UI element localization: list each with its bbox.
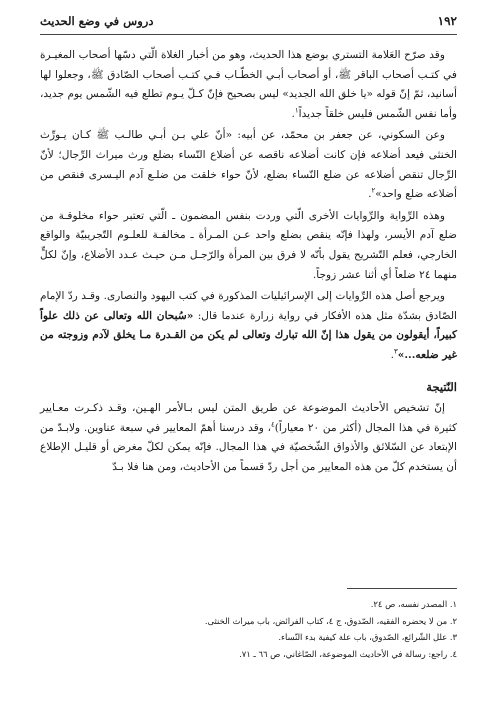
footnote-ref-1[interactable]: ١	[294, 106, 299, 115]
footnote-ref-2[interactable]: ٢	[371, 186, 376, 195]
footnote-ref-3[interactable]: ٣	[393, 347, 398, 356]
page-header	[40, 14, 457, 35]
section-heading: النّتيجة	[426, 379, 457, 394]
paragraph-1-text: وقد صرّح العَلامة التستري بوضع هذا الحديث، وهو من أخبار الغلاة الّتي دسّها أصحاب المغيـرة في كتـب أصحاب الباقر ﷺ، أو أصحاب أبـي الخطّـاب فـي كتـب أصحاب الصّادق ﷺ، وجعلوا لها أسانيد، ثمّ إنّ قوله «يا خلق الله الجديد» ليس بصحيح فإنّ كـلّ يـوم تطلع فيه الشّمس يوم جديد، وأما نفس الشّمس فليس خلقاً جديداً	[40, 49, 457, 120]
page-number: ١٩٢	[437, 14, 457, 28]
paragraph-5	[40, 399, 457, 477]
paragraph-4-intro: ويرجع أصل هذه الرِّوايات إلى الإسرائيليات المذكورة في كتب اليهود والنصارى. وقـد ردّ الإمام الصّادق بشدّة مثل هذه الأفكار في رواية زرارة عندما قال:	[40, 290, 457, 322]
running-title: دروس في وضع الحديث	[40, 14, 154, 28]
footnote-ref-4[interactable]: ٤	[271, 420, 275, 429]
footnote-2: ٢. من لا يحضره الفقيه، الصّدوق، ج ٤، كتاب الفرائض، باب ميراث الخنثى.	[204, 615, 457, 626]
footnote-4: ٤. راجع: رسالة في الأحاديث الموضوعة، الصّاغاني، ص ٦٦ ـ ٧١.	[239, 648, 457, 659]
footnote-1: ١. المصدر نفسه، ص ٢٤.	[370, 599, 457, 609]
paragraph-3: وهذه الرِّواية والرِّوايات الأخرى الّتي وردت بنفس المضمون ـ الّتي تعتبر حواء مخلوقـة من ضلع آدم الأيسر، ولهذا فإنّه ينقص بضلع واحد عـن المـرأة ـ مخالفـة للعلـوم التّجريبيّة والواقع الخارجي، فعلم التّشريح يقول بأنّه لا فرق بين المرأة والرّجـل مـن حيـث عـدد الأضلاع، وإنّ لكلٍّ منهما ٢٤ ضلعاً أي أثنا عشر زوجاً.	[40, 209, 457, 281]
paragraph-4: ويرجع أصل هذه الرِّوايات إلى الإسرائيليات المذكورة في كتب اليهود والنصارى. وقـد ردّ الإمام الصّادق بشدّة مثل هذه الأفكار في رواية زرارة عندما قال: «سُبحان الله وتعالى عن ذلك علواً كبيراً، أيقولون من يقول هذا إنّ الله تبارك وتعالى لم يكن من القـدرة مـا يخلق لآدم وزوجته من غير ضلعه...»$^٣$.	[40, 290, 457, 361]
main-text	[40, 46, 457, 477]
footnote-3: ٣. علل الشّرائع، الصّدوق، باب علة كيفية بدء النّساء.	[278, 632, 457, 642]
quoted-narration: «سُبحان الله وتعالى عن ذلك علواً كبيراً، أيقولون من يقول هذا إنّ الله تبارك وتعالى لم يكن من القـدرة مـا يخلق لآدم وزوجته من غير ضلعه...»	[40, 309, 457, 361]
paragraph-5-text-a: إنّ تشخيص الأحاديث الموضوعة عن طريق المتن ليس بـالأمر الهـين، وقـد ذكـرت معـايير كثيرة في هذا المجال (أكثر من ٢٠ معياراً)	[40, 402, 457, 434]
paragraph-5-text-b: ، وقد درسنا أهمّ المعايير في سبعة عناوين. ولابـدّ من الإبتعاد عن السّلائق والأذواق الشّخصيّة في هذا المجال. فإنّه يمكن لكلّ مغرض أو قليـل الإطلاع أن يستخدم كلّ من هذه المعايير من أجل ردّ قسماً من الأحاديث، ومن هنا فلا بـدّ	[40, 421, 457, 473]
paragraph-2: وعن السكوني، عن جعفر بن محمّد، عن أبيه: «أنّ علي بـن أبـي طالـب ﷺ كـان يـورِّث الخنثى فيعد أضلاعه فإن كانت أضلاعه ناقصه عن أضلاع النّساء بضلع ورث ميراث الرِّجال؛ لأنّ الرِّجال تنقص أضلاعه عن ضلع النّساء بضلع، لأنّ حواء خلقت من ضلـع آدم اليـسرى فنقص من أضلاعه ضلع واحد»$^٢$.	[40, 129, 457, 201]
footnote-divider	[347, 588, 457, 589]
footnotes	[40, 596, 457, 662]
paragraph-2-text: وعن السكوني، عن جعفر بن محمّد، عن أبيه: «أنّ علي بـن أبـي طالـب ﷺ كـان يـورِّث الخنثى فيعد أضلاعه فإن كانت أضلاعه ناقصه عن أضلاع النّساء بضلع ورث ميراث الرِّجال؛ لأنّ الرِّجال تنقص أضلاعه عن ضلع النّساء بضلع، لأنّ حواء خلقت من ضلـع آدم اليـسرى فنقص من أضلاعه ضلع واحد»	[40, 129, 457, 201]
paragraph-1: وقد صرّح العَلامة التستري بوضع هذا الحديث، وهو من أخبار الغلاة الّتي دسّها أصحاب المغيـرة في كتـب أصحاب الباقر ﷺ، أو أصحاب أبـي الخطّـاب فـي كتـب أصحاب الصّادق ﷺ، وجعلوا لها أسانيد، ثمّ إنّ قوله «يا خلق الله الجديد» ليس بصحيح فإنّ كـلّ يـوم تطلع فيه الشّمس يوم جديد، وأما نفس الشّمس فليس خلقاً جديداً$^١$.	[40, 49, 457, 120]
